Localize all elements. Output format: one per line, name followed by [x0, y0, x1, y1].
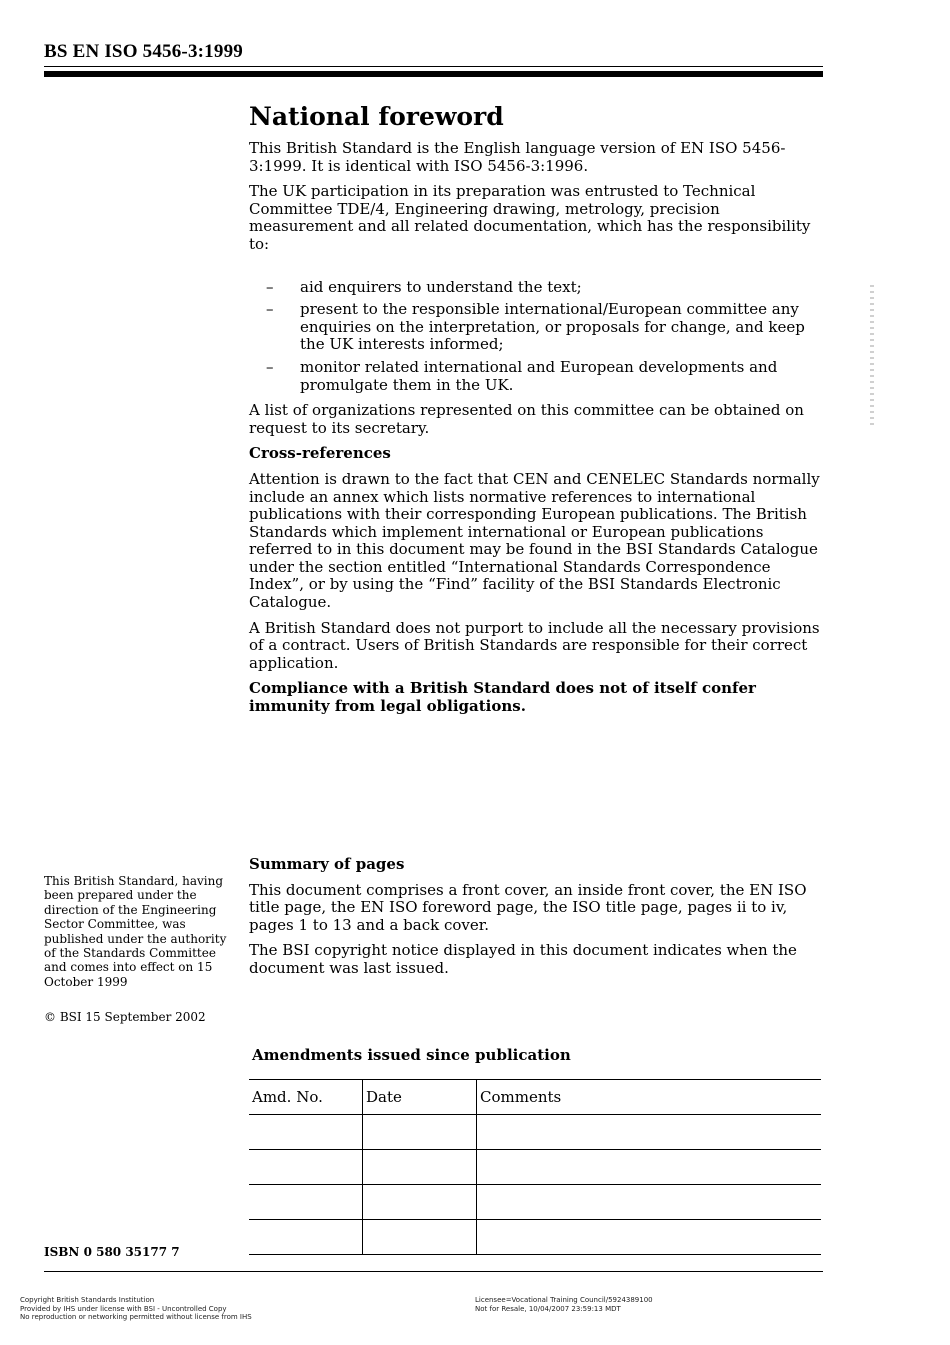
amendments-table: [249, 1079, 821, 1255]
footer-line: Licensee=Vocational Training Council/5924389100: [475, 1296, 653, 1304]
foreword-intro-paragraph: This British Standard is the English language version of EN ISO 5456-3:1999. It is identical with ISO 5456-3:1996.: [249, 139, 786, 175]
table-row: [249, 1150, 821, 1185]
header-thick-rule: [44, 71, 823, 77]
footer-line: Not for Resale, 10/04/2007 23:59:13 MDT: [475, 1304, 621, 1313]
footer-line: Provided by IHS under license with BSI - Uncontrolled Copy: [20, 1304, 227, 1313]
summary-paragraph: This document comprises a front cover, an inside front cover, the EN ISO title page, the EN ISO foreword page, the ISO title page, pages ii to iv, pages 1 to 13 and a back cover.: [249, 880, 807, 934]
responsibilities-list: [249, 279, 827, 395]
organizations-paragraph: A list of organizations represented on this committee can be obtained on request to its secretary.: [249, 401, 804, 437]
table-cell: [249, 1150, 363, 1185]
table-cell: [363, 1220, 477, 1255]
table-cell: [477, 1115, 822, 1150]
footer-line: Copyright British Standards Institution: [20, 1296, 155, 1304]
cross-references-heading: Cross-references: [249, 444, 391, 463]
copyright-line: © BSI 15 September 2002: [44, 1010, 206, 1024]
page-title: National foreword: [249, 102, 504, 131]
table-cell: [363, 1150, 477, 1185]
list-item: [249, 359, 827, 394]
footer-line: No reproduction or networking permitted without license from IHS: [20, 1313, 252, 1322]
amendments-title: Amendments issued since publication: [252, 1046, 571, 1064]
date-header: Date: [363, 1080, 477, 1115]
table-row: [249, 1185, 821, 1220]
summary-heading: Summary of pages: [249, 855, 405, 873]
footer-license-left: [20, 1296, 252, 1322]
compliance-statement: Compliance with a British Standard does not of itself confer immunity from legal obligations.: [249, 679, 756, 716]
dash-bullet: –: [266, 300, 274, 319]
list-item-text: monitor related international and European developments and promulgate them in the UK.: [300, 357, 778, 394]
list-item: [249, 301, 827, 354]
list-item-text: aid enquirers to understand the text;: [300, 277, 582, 296]
table-cell: [249, 1220, 363, 1255]
dash-bullet: –: [266, 277, 274, 296]
cross-references-paragraph: Attention is drawn to the fact that CEN and CENELEC Standards normally include an annex which lists normative references to international publications with their corresponding European publications. The British Standards which implement international or European publications referred to in this document may be found in the BSI Standards Catalogue under the section entitled “International Standards Correspondence Index”, or by using the “Find” facility of the BSI Standards Electronic Catalogue.: [249, 469, 820, 612]
isbn: ISBN 0 580 35177 7: [44, 1245, 180, 1259]
standard-identifier: BS EN ISO 5456-3:1999: [44, 41, 243, 62]
footer-rule: [44, 1271, 823, 1272]
contract-paragraph: A British Standard does not purport to include all the necessary provisions of a contract. Users of British Standards are responsible for their correct application.: [249, 618, 820, 672]
table-row: [249, 1220, 821, 1255]
margin-marks: [870, 285, 874, 425]
table-cell: [477, 1150, 822, 1185]
national-foreword-section: [249, 100, 827, 724]
table-cell: [249, 1115, 363, 1150]
dash-bullet: –: [266, 357, 274, 376]
copyright-notice-paragraph: The BSI copyright notice displayed in this document indicates when the document was last issued.: [249, 941, 797, 977]
table-cell: [249, 1185, 363, 1220]
list-item: [249, 279, 827, 297]
amd-no-header: Amd. No.: [249, 1080, 363, 1115]
table-header-row: [249, 1080, 821, 1115]
header-thin-rule: [44, 66, 823, 67]
committee-paragraph: The UK participation in its preparation was entrusted to Technical Committee TDE/4, Engineering drawing, metrology, precision measurement and all related documentation, which has the responsibility to:: [249, 182, 811, 253]
summary-of-pages-section: [249, 856, 827, 986]
table-cell: [477, 1185, 822, 1220]
table-row: [249, 1115, 821, 1150]
table-cell: [363, 1115, 477, 1150]
publication-note: This British Standard, having been prepared under the direction of the Engineering Sector Committee, was published under the authority of the Standards Committee and comes into effect on 15 October 1999: [44, 874, 227, 989]
comments-header: Comments: [477, 1080, 822, 1115]
table-cell: [477, 1220, 822, 1255]
footer-license-right: [475, 1296, 653, 1313]
list-item-text: present to the responsible international/European committee any enquiries on the interpretation, or proposals for change, and keep the UK interests informed;: [300, 300, 805, 354]
table-cell: [363, 1185, 477, 1220]
